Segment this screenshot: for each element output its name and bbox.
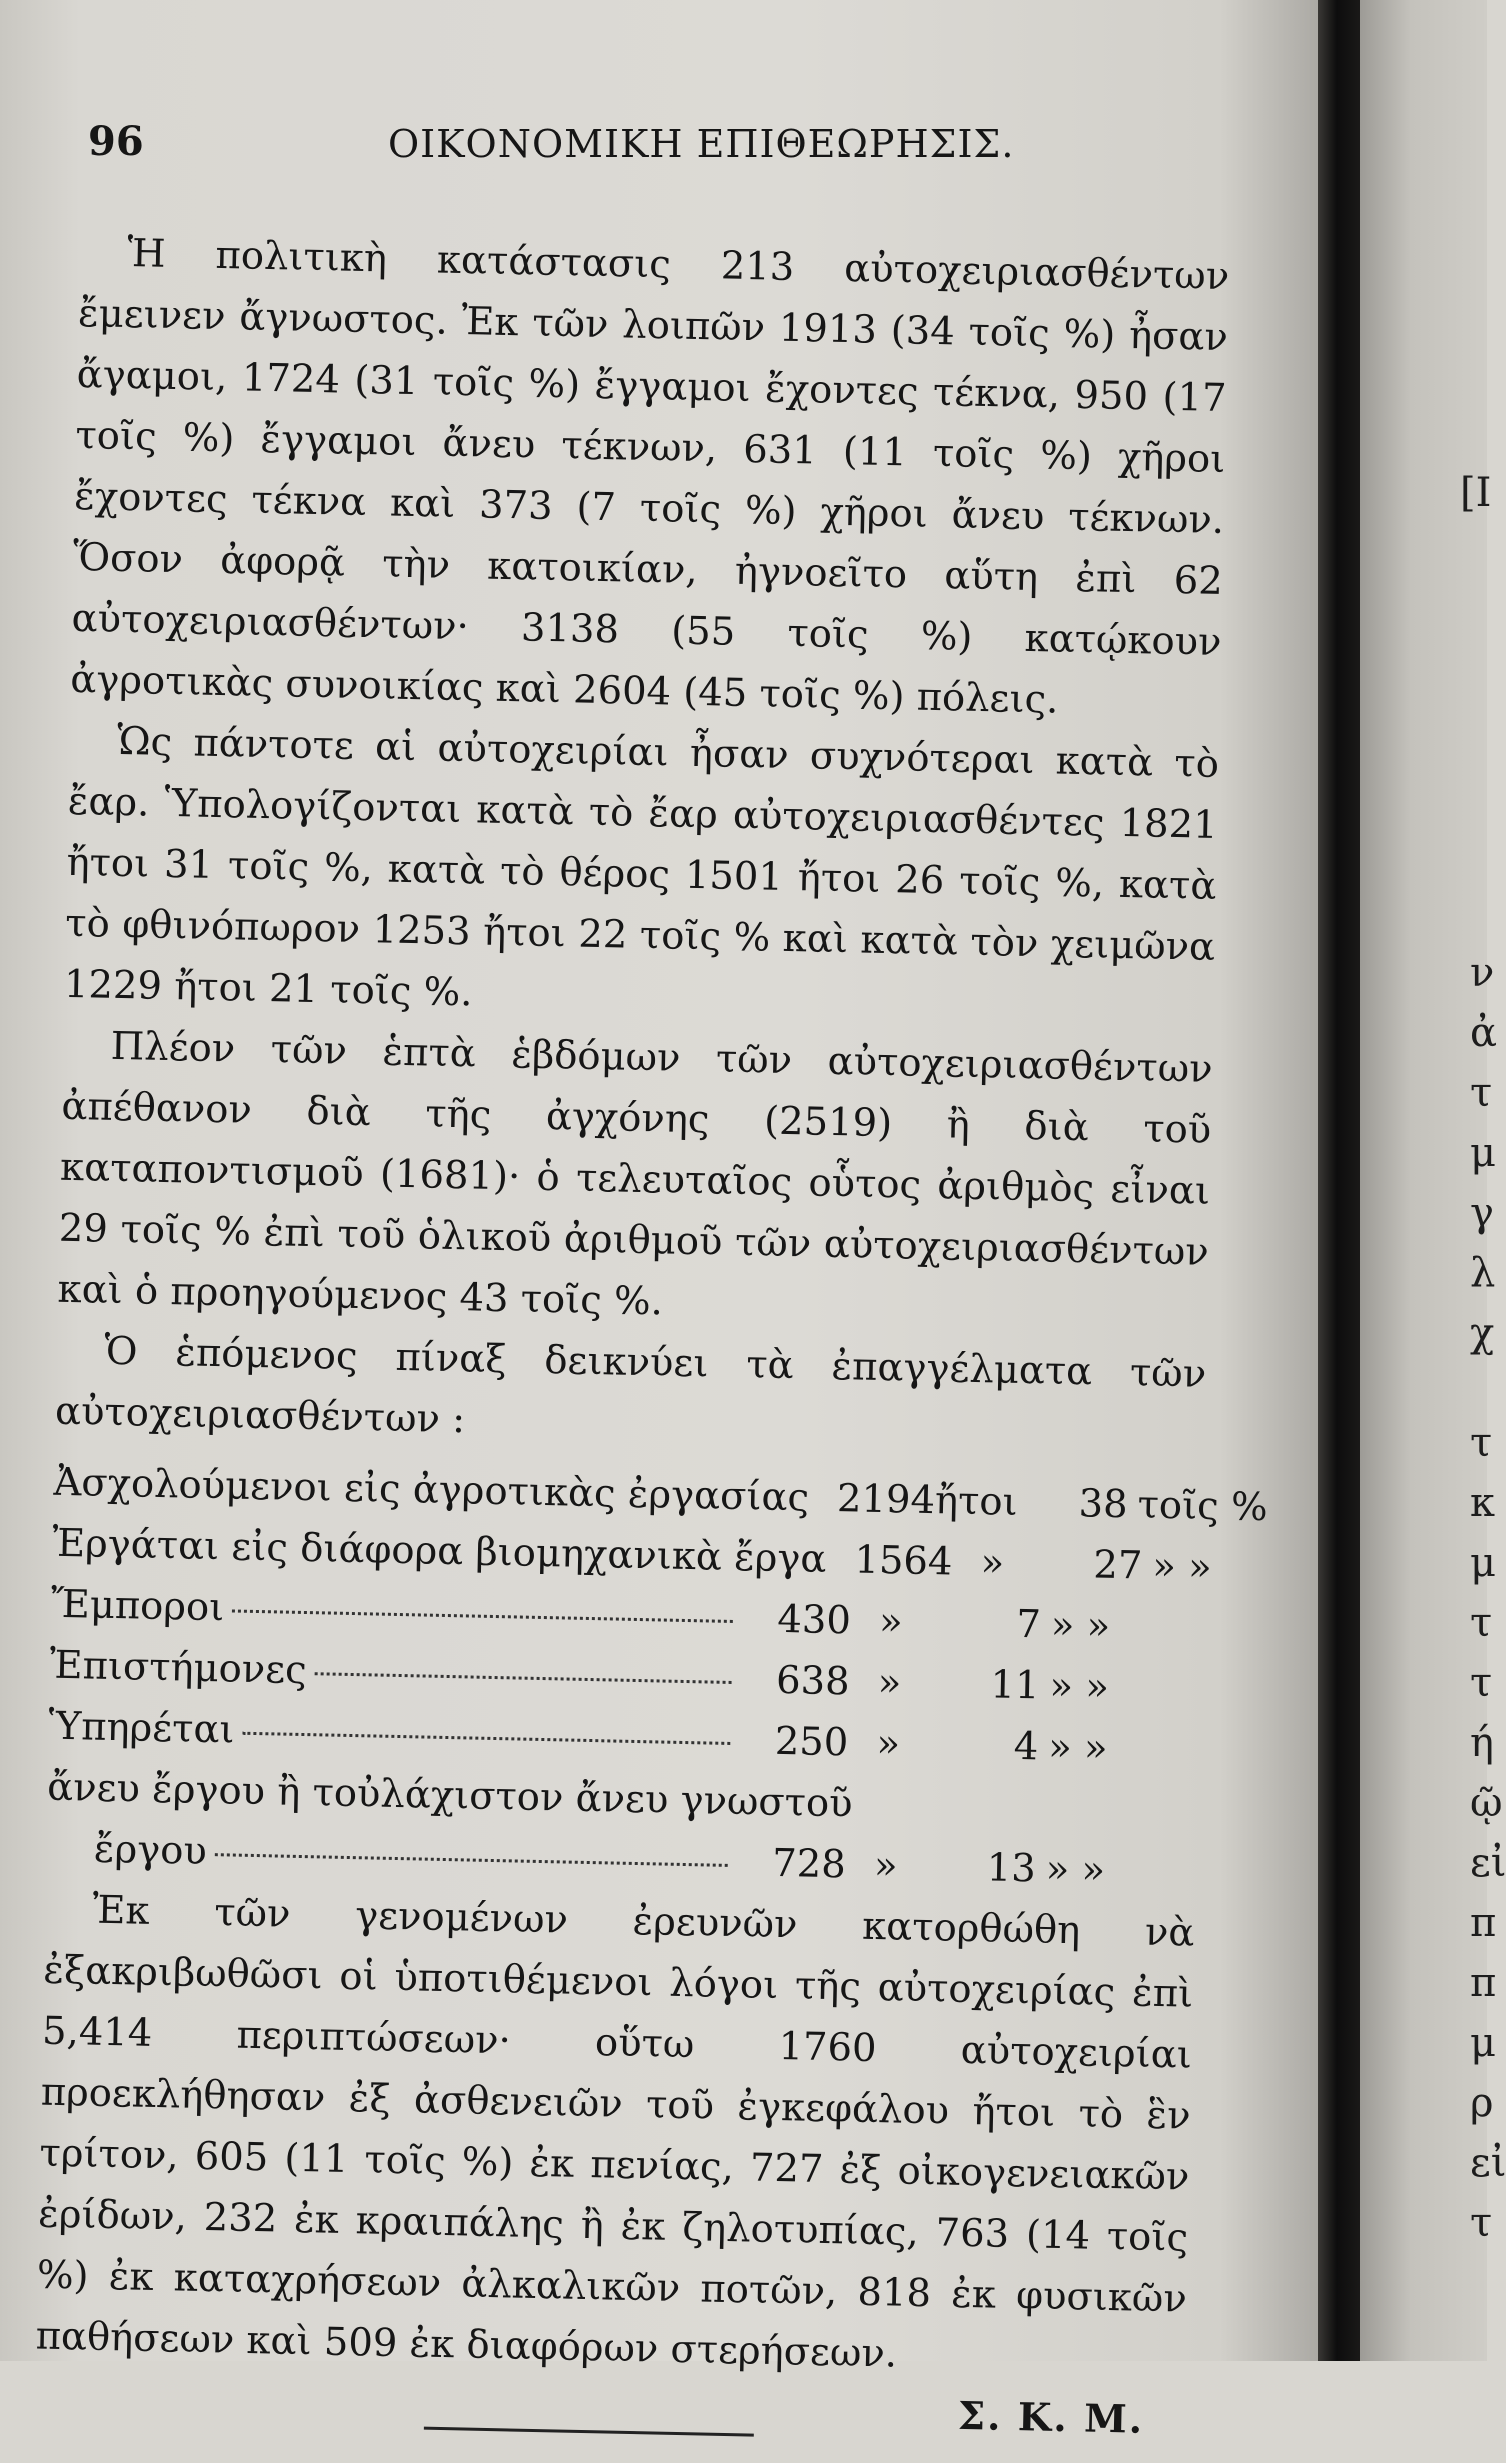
row-unit: » » bbox=[1050, 1602, 1111, 1649]
row-unit: » » bbox=[1047, 1724, 1109, 1771]
row-unit: » » bbox=[1045, 1846, 1106, 1893]
facing-text-fragment: ν bbox=[1470, 950, 1495, 996]
paragraph-marital-status: Ἡ πολιτικὴ κατάστασις 213 αὐτοχειριασθέντων ἔμεινεν ἄγνωστος. Ἐκ τῶν λοιπῶν 1913 (34 τοῖς %) ἦσαν ἄγαμοι, 1724 (31 τοῖς %) ἔγγαμοι ἔχοντες τέκνα, 950 (17 τοῖς %) ἔγγαμοι ἄνευ τέκνων, 631 (11 τοῖς %) χῆροι ἔχοντες τέκνα καὶ 373 (7 τοῖς %) χῆροι ἄνευ τέκνων. Ὅσον ἀφορᾷ τὴν κατοικίαν, ἠγνοεῖτο αὕτη ἐπὶ 62 αὐτοχειριασθέντων· 3138 (55 τοῖς %) κατῴκουν ἀγροτικὰς συνοικίας καὶ 2604 (45 τοῖς %) πόλεις. bbox=[69, 231, 1230, 723]
book-gutter bbox=[1318, 0, 1360, 2361]
paragraph-causes: Ἐκ τῶν γενομένων ἐρευνῶν κατορθώθη νὰ ἐξακριβωθῶσι οἱ ὑποτιθέμενοι λόγοι τῆς αὐτοχειρίας ἐπὶ 5,414 περιπτώσεων· οὕτω 1760 αὐτοχειρίαι προεκλήθησαν ἐξ ἀσθενειῶν τοῦ ἐγκεφάλου ἤτοι τὸ ἓν τρίτον, 605 (11 τοῖς %) ἐκ πενίας, 727 ἐξ οἰκογενειακῶν ἐρίδων, 232 ἐκ κραιπάλης ἢ ἐκ ζηλοτυπίας, 763 (14 τοῖς %) ἐκ καταχρήσεων ἀλκαλικῶν ποτῶν, 818 ἐκ φυσικῶν παθήσεων καὶ 509 ἐκ διαφόρων στερήσεων. bbox=[35, 1887, 1195, 2377]
facing-text-fragment: ρ bbox=[1470, 2080, 1494, 2126]
facing-text-fragment: χ bbox=[1470, 1310, 1495, 1356]
row-percent: 13 bbox=[986, 1845, 1037, 1892]
row-percent: 27 bbox=[1092, 1542, 1143, 1589]
row-unit: » » bbox=[1049, 1663, 1110, 1710]
facing-text-fragment: ή bbox=[1470, 1720, 1494, 1766]
facing-text-fragment: κ bbox=[1470, 1480, 1495, 1526]
facing-text-fragment: π bbox=[1470, 1900, 1497, 1946]
row-count: 728 bbox=[771, 1840, 847, 1888]
row-unit: » » bbox=[1151, 1543, 1213, 1590]
facing-text-fragment: τ bbox=[1470, 1600, 1493, 1646]
leader-dots bbox=[242, 1732, 730, 1745]
paragraph-table-intro: Ὁ ἑπόμενος πίναξ δεικνύει τὰ ἐπαγγέλματα τῶν αὐτοχειριασθέντων : bbox=[54, 1328, 1207, 1443]
row-label-line2: ἔργου bbox=[93, 1826, 208, 1875]
facing-text-fragment: ἀ bbox=[1470, 1010, 1498, 1056]
row-unit: τοῖς % bbox=[1137, 1482, 1269, 1531]
row-ditto: » bbox=[876, 1721, 901, 1767]
row-label-line1: ἄνευ ἔργου ἢ τοὐλάχιστον ἄνευ γνωστοῦ bbox=[46, 1764, 854, 1827]
row-ditto: » bbox=[980, 1540, 1005, 1586]
facing-text-fragment: π bbox=[1470, 1960, 1497, 2006]
facing-text-fragment: τ bbox=[1470, 2200, 1493, 2246]
row-label: Ἐργάται εἰς διάφορα βιομηχανικὰ ἔργα bbox=[51, 1520, 827, 1582]
professions-table bbox=[45, 1452, 1269, 1903]
facing-text-fragment: τ bbox=[1470, 1660, 1493, 1706]
running-title: ΟΙΚΟΝΟΜΙΚΗ ΕΠΙΘΕΩΡΗΣΙΣ. bbox=[388, 122, 1015, 166]
page-number: 96 bbox=[88, 118, 144, 165]
leader-dots bbox=[232, 1609, 733, 1622]
row-percent: 4 bbox=[1013, 1723, 1039, 1770]
facing-text-fragment: εἰ bbox=[1470, 2140, 1506, 2186]
row-percent: 7 bbox=[1015, 1601, 1042, 1648]
facing-page-edge bbox=[1360, 0, 1506, 2361]
leader-dots bbox=[215, 1853, 728, 1867]
facing-text-fragment: μ bbox=[1470, 2020, 1496, 2066]
facing-text-fragment: γ bbox=[1470, 1190, 1494, 1236]
row-ditto: ἤτοι bbox=[934, 1478, 1019, 1525]
row-label: Ἐπιστήμονες bbox=[49, 1642, 308, 1694]
row-ditto: » bbox=[878, 1599, 904, 1645]
row-count: 2194 bbox=[836, 1476, 936, 1524]
row-ditto: » bbox=[877, 1660, 902, 1706]
facing-text-fragment: μ bbox=[1470, 1130, 1496, 1176]
facing-text-fragment: τ bbox=[1470, 1420, 1493, 1466]
facing-text-fragment: ῷ bbox=[1470, 1780, 1503, 1826]
row-label: Ἔμποροι bbox=[50, 1581, 225, 1631]
row-percent: 38 bbox=[1078, 1481, 1129, 1528]
facing-text-fragment: λ bbox=[1470, 1250, 1496, 1296]
row-label: Ἀσχολούμενοι εἰς ἀγροτικὰς ἐργασίας bbox=[53, 1459, 810, 1521]
body-text bbox=[34, 222, 1269, 2461]
row-count: 430 bbox=[776, 1596, 852, 1644]
row-count: 250 bbox=[774, 1718, 849, 1766]
facing-text-fragment: μ bbox=[1470, 1540, 1496, 1586]
facing-text-fragment: εἰ bbox=[1470, 1840, 1506, 1886]
row-count: 1564 bbox=[853, 1537, 953, 1585]
leader-dots bbox=[315, 1672, 732, 1684]
row-percent: 11 bbox=[990, 1662, 1041, 1709]
closing-rule bbox=[424, 2427, 754, 2437]
author-initials: Σ. Κ. Μ. bbox=[957, 2393, 1145, 2443]
facing-text-fragment: [Ι bbox=[1460, 470, 1492, 516]
page-header bbox=[88, 118, 1268, 178]
row-ditto: » bbox=[873, 1842, 899, 1889]
paragraph-methods: Πλέον τῶν ἑπτὰ ἑβδόμων τῶν αὐτοχειριασθέντων ἀπέθανον διὰ τῆς ἀγχόνης (2519) ἢ διὰ τοῦ καταποντισμοῦ (1681)· ὁ τελευταῖος οὗτος ἀριθμὸς εἶναι 29 τοῖς % ἐπὶ τοῦ ὁλικοῦ ἀριθμοῦ τῶν αὐτοχειριασθέντων καὶ ὁ προηγούμενος 43 τοῖς %. bbox=[57, 1023, 1213, 1325]
paragraph-seasons: Ὡς πάντοτε αἱ αὐτοχειρίαι ἦσαν συχνότεραι κατὰ τὸ ἔαρ. Ὑπολογίζονται κατὰ τὸ ἔαρ αὐτοχειριασθέντες 1821 ἤτοι 31 τοῖς %, κατὰ τὸ θέρος 1501 ἤτοι 26 τοῖς %, κατὰ τὸ φθινόπωρον 1253 ἤτοι 22 τοῖς % καὶ κατὰ τὸν χειμῶνα 1229 ἤτοι 21 τοῖς %. bbox=[63, 718, 1220, 1016]
facing-text-fragment: τ bbox=[1470, 1070, 1493, 1116]
row-label: Ὑπηρέται bbox=[48, 1703, 236, 1753]
row-count: 638 bbox=[775, 1657, 851, 1705]
